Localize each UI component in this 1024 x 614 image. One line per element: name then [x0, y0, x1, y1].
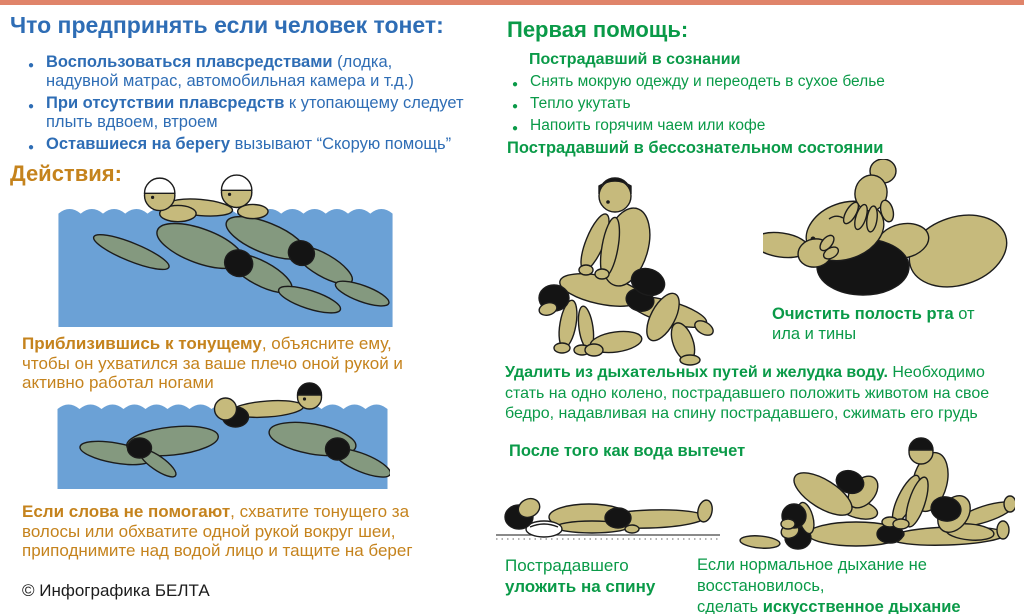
instruction-text: , объясните ему, чтобы он ухватился за ваше плечо оной рукой и активно работал ногами [22, 334, 403, 392]
instruction-text: , схватите тонущего за волосы или обхватите одной рукой вокруг шеи, приподнимите над водой лицо и тащите на берег [22, 502, 413, 560]
list-item-text: Снять мокрую одежду и переодеть в сухое белье [530, 73, 885, 90]
list-item [28, 53, 464, 91]
list-item-text: Напоить горячим чаем или кофе [530, 117, 766, 134]
victim-figure [505, 495, 714, 537]
caption-lead: искусственное дыхание [762, 598, 961, 614]
bullet-icon: ● [28, 60, 35, 71]
first-aid-steps-list [512, 73, 1004, 139]
bullet-icon: ● [512, 101, 519, 112]
list-item-text: вызывают “Скорую помощь” [230, 135, 452, 153]
instruction-lead: Приблизившись к тонущему [22, 334, 262, 353]
list-item-lead: Оставшиеся на берегу [46, 135, 231, 153]
unconscious-victim-heading: Пострадавший в бессознательном состоянии [507, 139, 884, 157]
swimmers-approach-illustration [58, 167, 393, 329]
list-item-text: (лодка, надувной матрас, автомобильная камера и т.д.) [46, 53, 414, 90]
first-aid-title: Первая помощь: [507, 17, 689, 42]
drowning-title: Что предпринять если человек тонет: [10, 12, 444, 38]
remove-water-instruction [505, 363, 1015, 425]
caption-line: уложить на спину [505, 577, 656, 596]
caption-text: от ила и тины [772, 305, 975, 343]
list-item [28, 94, 464, 132]
caption-lead: Очистить полость рта [772, 305, 954, 323]
cpr-illustration [738, 434, 1015, 556]
bullet-icon: ● [512, 123, 519, 134]
artificial-breathing-caption [697, 555, 1024, 614]
bullet-icon: ● [28, 101, 35, 112]
list-item [512, 117, 1004, 134]
list-item [28, 135, 464, 154]
list-item-lead: При отсутствии плавсредств [46, 94, 285, 112]
caption-line [697, 597, 1024, 614]
bullet-icon: ● [28, 142, 35, 153]
compression-rescuer-figure [882, 438, 1015, 542]
copyright-credit: © Инфографика БЕЛТА [22, 581, 210, 600]
list-item [512, 95, 1004, 112]
top-hand [841, 159, 896, 233]
list-item-lead: Воспользоваться плавсредствами [46, 53, 333, 71]
instruction-text: Необходимо стать на одно колено, пострадавшего положить животом на свое бедро, надавливая на спину пострадавшего, сжимать его грудь [505, 364, 990, 422]
rescue-options-list [28, 53, 464, 157]
bullet-icon: ● [512, 79, 519, 90]
actions-heading: Действия: [10, 161, 122, 186]
swimmers-towing-illustration [55, 381, 390, 491]
list-item-text: к утопающему следует плыть вдвоем, втроем [46, 94, 464, 131]
caption-line: Пострадавшего [505, 556, 629, 575]
above-water-parts [145, 175, 269, 222]
caption-line: Если нормальное дыхание не восстановилось, [697, 556, 927, 595]
drain-water-illustration [498, 162, 726, 369]
lay-on-back-illustration [492, 461, 724, 549]
lay-on-back-caption [505, 555, 655, 597]
clean-mouth-illustration [763, 159, 1010, 302]
tow-instruction [22, 502, 420, 561]
instruction-lead: Если слова не помогают [22, 502, 231, 521]
instruction-lead: Удалить из дыхательных путей и желудка воду. [505, 364, 888, 381]
conscious-victim-heading: Пострадавший в сознании [529, 51, 741, 68]
top-accent-bar [0, 0, 1024, 5]
after-water-heading: После того как вода вытечет [509, 442, 746, 460]
list-item [512, 73, 1004, 90]
list-item-text: Тепло укутать [530, 95, 631, 112]
clean-mouth-caption [772, 304, 1002, 344]
caption-text: сделать [697, 598, 763, 614]
